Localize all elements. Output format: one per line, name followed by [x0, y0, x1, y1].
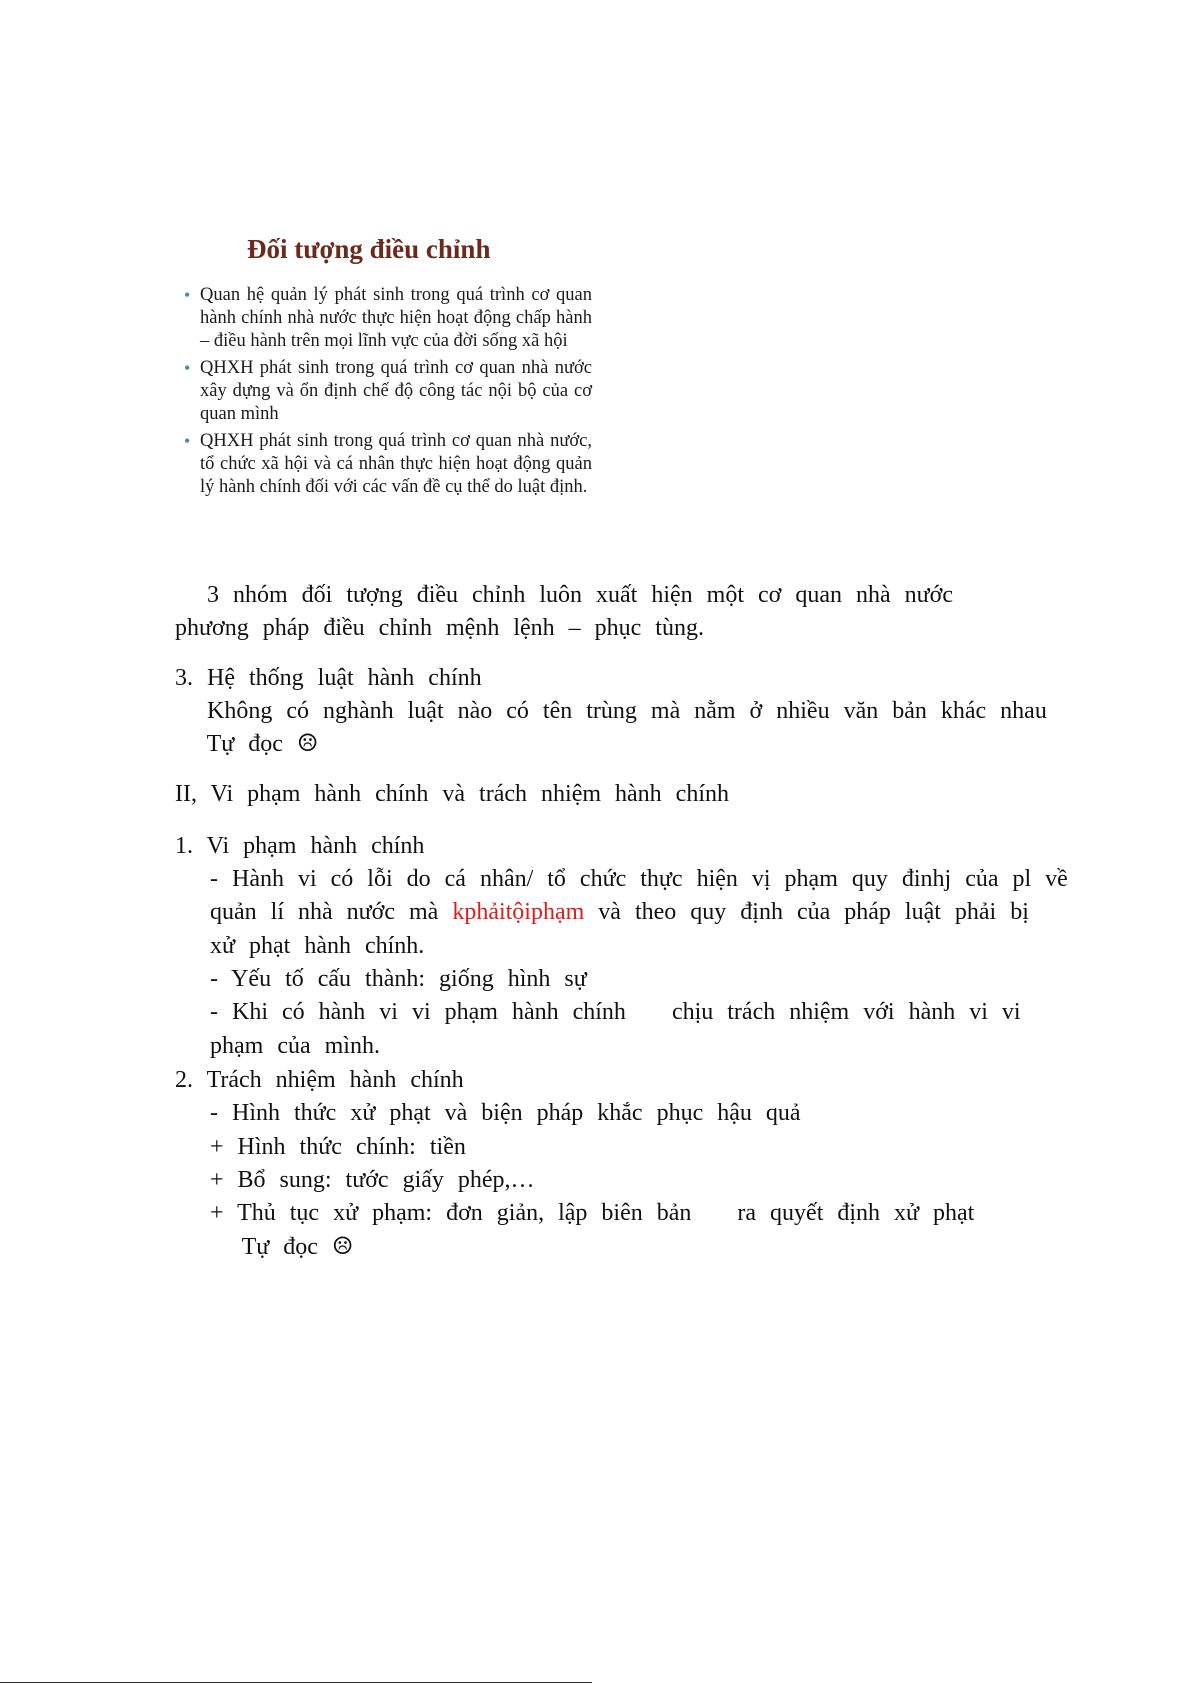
- paragraph-line: - Khi có hành vi vi phạm hành chính chịu trách nhiệm với hành vi vi: [210, 999, 1021, 1025]
- slide-bullet-list: [172, 284, 592, 503]
- bullet-dot-icon: •: [184, 358, 191, 378]
- paragraph-line: Tự đọc ☹: [206, 731, 319, 757]
- embedded-slide-image: [172, 222, 600, 562]
- paragraph-line: phạm của mình.: [210, 1033, 380, 1059]
- slide-title: Đối tượng điều chỉnh: [247, 234, 491, 264]
- paragraph-line: + Thủ tục xử phạm: đơn giản, lập biên bản ra quyết định xử phạt: [210, 1200, 975, 1226]
- paragraph-line: Không có nghành luật nào có tên trùng mà nằm ở nhiều văn bản khác nhau: [207, 698, 1047, 724]
- bullet-dot-icon: •: [184, 431, 191, 451]
- slide-bullet-item: • QHXH phát sinh trong quá trình cơ quan nhà nước, tổ chức xã hội và cá nhân thực hiện hoạt động quản lý hành chính đối với các vấn đề cụ thể do luật định.: [184, 431, 592, 497]
- section-heading: II, Vi phạm hành chính và trách nhiệm hành chính: [175, 781, 729, 807]
- paragraph-line: phương pháp điều chỉnh mệnh lệnh – phục tùng.: [175, 615, 704, 641]
- subsection-heading: 2. Trách nhiệm hành chính: [175, 1067, 464, 1093]
- section-heading: 3. Hệ thống luật hành chính: [175, 665, 482, 691]
- paragraph-line: - Hành vi có lỗi do cá nhân/ tổ chức thực hiện vị phạm quy đinhj của pl về: [210, 866, 1068, 892]
- paragraph-line: + Hình thức chính: tiền: [210, 1134, 466, 1160]
- slide-bullet-item: • QHXH phát sinh trong quá trình cơ quan nhà nước xây dựng và ổn định chế độ công tác nội bộ của cơ quan mình: [184, 358, 592, 424]
- paragraph-line: 3 nhóm đối tượng điều chỉnh luôn xuất hiện một cơ quan nhà nước: [207, 582, 953, 608]
- paragraph-line: - Hình thức xử phạt và biện pháp khắc phục hậu quả: [210, 1100, 801, 1126]
- bullet-dot-icon: •: [184, 285, 191, 305]
- paragraph-line: - Yếu tố cấu thành: giống hình sự: [210, 966, 587, 992]
- paragraph-line: Tự đọc ☹: [241, 1234, 354, 1260]
- subsection-heading: 1. Vi phạm hành chính: [175, 833, 425, 859]
- paragraph-line: xử phạt hành chính.: [210, 933, 425, 959]
- paragraph-line: quản lí nhà nước mà kphảitộiphạm và theo quy định của pháp luật phải bị: [210, 899, 1029, 925]
- slide-bullet-item: • Quan hệ quản lý phát sinh trong quá trình cơ quan hành chính nhà nước thực hiện hoạt động chấp hành – điều hành trên mọi lĩnh vực của đời sống xã hội: [184, 285, 592, 351]
- page-bottom-rule: [0, 1682, 592, 1683]
- paragraph-line: + Bổ sung: tước giấy phép,…: [210, 1167, 535, 1193]
- highlighted-text: kphảitộiphạm: [452, 899, 585, 925]
